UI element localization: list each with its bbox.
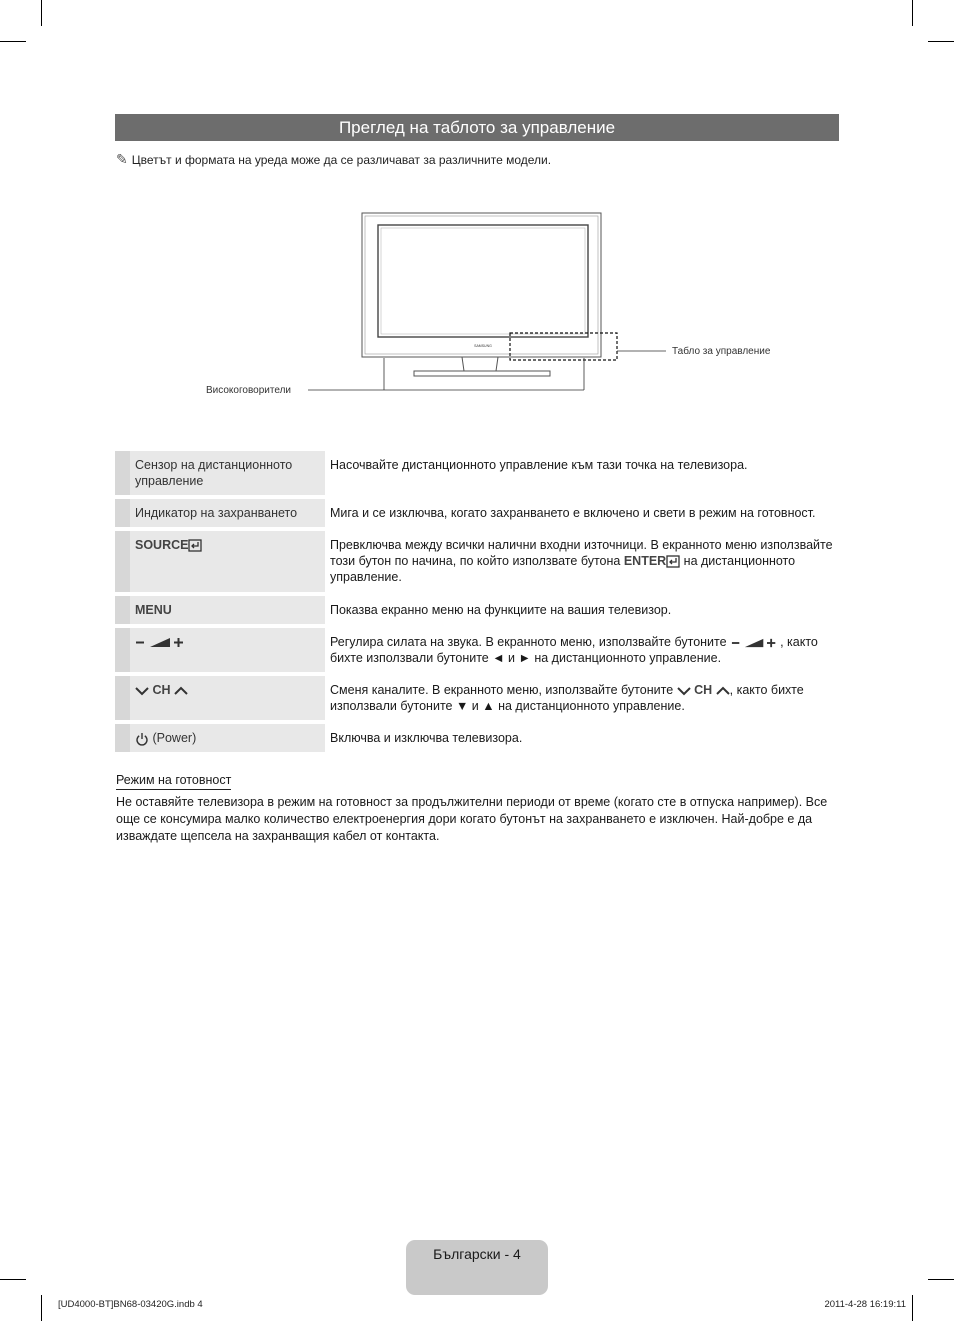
- table-row: [115, 531, 839, 592]
- label-speakers: Високоговорители: [206, 385, 291, 396]
- chevron-down-icon: [135, 686, 149, 696]
- table-row: [115, 628, 839, 672]
- ch-label: CH: [152, 683, 171, 697]
- chevron-down-icon: [677, 686, 691, 696]
- source-enter-icon: [188, 539, 202, 552]
- footer-date: 2011-4-28 16:19:11: [824, 1299, 906, 1310]
- row-name: Индикатор на захранването: [130, 499, 325, 527]
- row-desc: Сменя каналите. В екранното меню, използвайте бутоните CH , както бихте използвали бутоните ▼ и ▲ на дистанционното управление.: [330, 683, 804, 713]
- row-desc: Мига и се изключва, когато захранването е включено и свети в режим на готовност.: [330, 506, 816, 520]
- tv-diagram: [0, 0, 954, 420]
- footer-file: [UD4000-BT]BN68-03420G.indb 4: [58, 1299, 203, 1310]
- enter-label: ENTER: [623, 554, 667, 568]
- tv-screen: [378, 225, 588, 337]
- row-desc: Превключва между всички налични входни източници. В екранното меню използвайте този бутон по начина, по който използвате бутона ENTER на дистанционното управление.: [330, 538, 833, 584]
- pencil-icon: ✎: [116, 151, 128, 167]
- crop-mark: [41, 1295, 42, 1321]
- row-desc: Показва екранно меню на функциите на вашия телевизор.: [330, 603, 672, 617]
- tv-stand-base: [414, 371, 550, 376]
- table-row: [115, 676, 839, 720]
- page-number-tab: Български - 4: [406, 1240, 548, 1295]
- table-row: [115, 451, 839, 495]
- tv-bezel: [362, 213, 601, 357]
- power-icon: [135, 732, 149, 746]
- ch-label: CH: [694, 683, 713, 697]
- table-row: [115, 499, 839, 527]
- row-name: [130, 628, 325, 672]
- table-row: [115, 724, 839, 752]
- controls-table: [115, 447, 839, 756]
- row-desc: Включва и изключва телевизора.: [330, 731, 523, 745]
- label-control-panel: Табло за управление: [672, 346, 771, 357]
- row-name: [130, 596, 325, 624]
- menu-label: MENU: [135, 603, 172, 617]
- volume-icon: [730, 637, 780, 649]
- row-desc: Регулира силата на звука. В екранното меню, използвайте бутоните , както бихте използвали бутоните ◄ и ► на дистанционното управление.: [330, 635, 818, 665]
- section-heading: Режим на готовност: [116, 773, 231, 790]
- row-name: [130, 531, 325, 592]
- standby-paragraph: Не оставяйте телевизора в режим на готовност за продължителни периоди от време (когато сте в отпуска например). Все още се консумира малко количество електроенергия дори когато бутонът на захранването е изключен. Най-добре е да изваждате щепсела на захранващия кабел от контакта.: [116, 795, 828, 843]
- source-label: SOURCE: [135, 538, 189, 552]
- crop-mark: [912, 1295, 913, 1321]
- chevron-up-icon: [716, 686, 730, 696]
- power-label: (Power): [152, 731, 197, 745]
- row-desc: Насочвайте дистанционното управление към тази точка на телевизора.: [330, 458, 748, 472]
- table-row: [115, 596, 839, 624]
- enter-icon: [666, 555, 680, 568]
- row-name: [130, 724, 325, 752]
- chevron-up-icon: [174, 686, 188, 696]
- crop-mark: [928, 1279, 954, 1280]
- tv-stand-neck: [462, 357, 498, 371]
- note-text: Цветът и формата на уреда може да се различават за различните модели.: [131, 153, 552, 167]
- row-name: [130, 676, 325, 720]
- volume-icon: [135, 636, 187, 649]
- tv-brand-logo: SAMSUNG: [474, 344, 492, 348]
- crop-mark: [0, 1279, 26, 1280]
- page-title: Преглед на таблото за управление: [115, 114, 839, 141]
- row-name: Сензор на дистанционното управление: [130, 451, 325, 495]
